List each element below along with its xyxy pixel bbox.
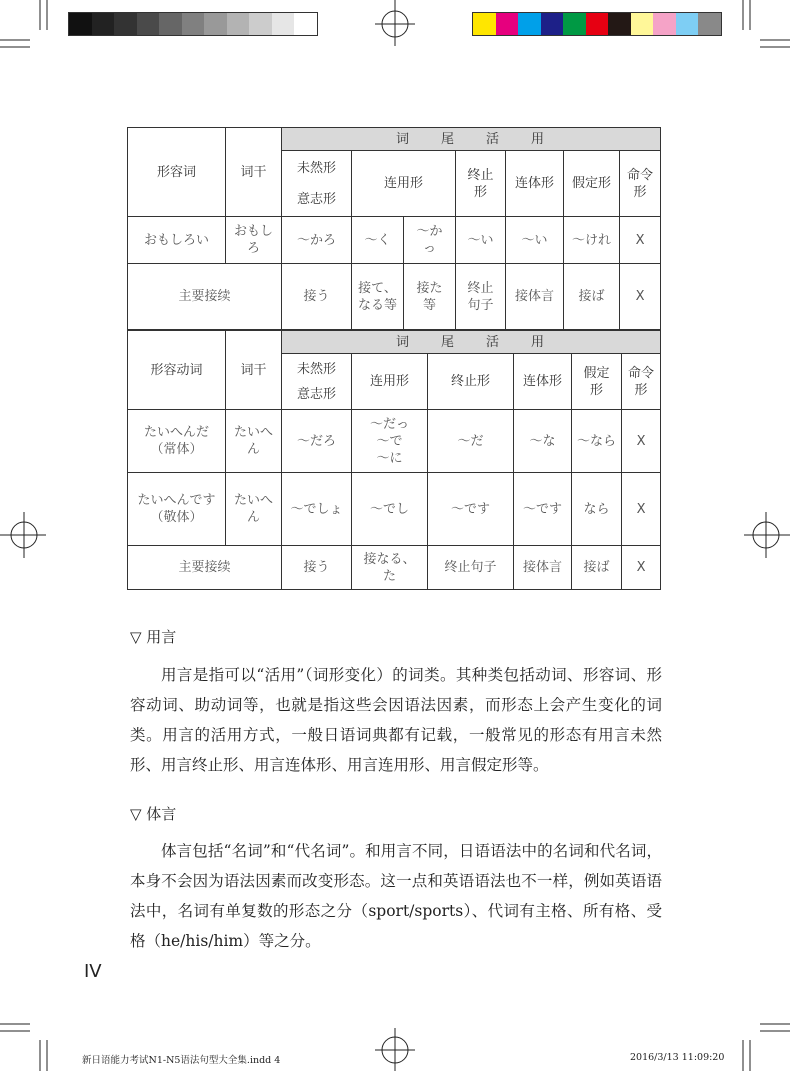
mizen-cell: ～だろ bbox=[282, 410, 352, 473]
color-swatch bbox=[586, 13, 609, 35]
footer-filename: 新日语能力考试N1-N5语法句型大全集.indd 4 bbox=[82, 1055, 281, 1066]
col-katei: 假定 形 bbox=[572, 354, 622, 410]
color-swatch bbox=[653, 13, 676, 35]
gray-swatch bbox=[159, 13, 182, 35]
renyou-cell-2: ～か っ bbox=[404, 217, 456, 264]
color-swatch bbox=[563, 13, 586, 35]
registration-mark-top bbox=[375, 0, 415, 46]
meirei-cell: X bbox=[622, 473, 661, 546]
word-cell: おもしろい bbox=[128, 217, 226, 264]
gray-swatch bbox=[249, 13, 272, 35]
col-stem: 词干 bbox=[226, 128, 282, 217]
word-cell: たいへんです （敬体） bbox=[128, 473, 226, 546]
color-bar bbox=[472, 12, 722, 36]
rentai-cell: ～い bbox=[506, 217, 564, 264]
col-mizen: 未然形 意志形 bbox=[282, 151, 352, 217]
registration-mark-right bbox=[744, 512, 790, 558]
color-swatch bbox=[518, 13, 541, 35]
footer-timestamp: 2016/3/13 11:09:20 bbox=[630, 1052, 725, 1063]
katei-cell: なら bbox=[572, 473, 622, 546]
stem-cell: たいへ ん bbox=[226, 410, 282, 473]
col-shushi: 终止 形 bbox=[456, 151, 506, 217]
renyou-cell: ～だっ ～で ～に bbox=[352, 410, 428, 473]
heading-yougen: ▽ 用言 bbox=[130, 628, 177, 646]
col-rentai: 连体形 bbox=[506, 151, 564, 217]
col-katei: 假定形 bbox=[564, 151, 620, 217]
gray-swatch bbox=[294, 13, 317, 35]
katei-cell: ～なら bbox=[572, 410, 622, 473]
mizen-cell: ～でしょ bbox=[282, 473, 352, 546]
gray-swatch bbox=[137, 13, 160, 35]
gray-swatch bbox=[204, 13, 227, 35]
col-shushi: 终止形 bbox=[428, 354, 514, 410]
katei-cell: 接ば bbox=[572, 546, 622, 590]
shushi-cell: ～い bbox=[456, 217, 506, 264]
shushi-cell: ～だ bbox=[428, 410, 514, 473]
header-group: 词 尾 活 用 bbox=[282, 331, 661, 354]
col-renyou: 连用形 bbox=[352, 354, 428, 410]
col-mizen: 未然形 意志形 bbox=[282, 354, 352, 410]
color-swatch bbox=[631, 13, 654, 35]
col-meirei: 命令 形 bbox=[622, 354, 661, 410]
registration-mark-left bbox=[0, 512, 46, 558]
col-rentai: 连体形 bbox=[514, 354, 572, 410]
stem-cell: たいへ ん bbox=[226, 473, 282, 546]
katei-cell: ～けれ bbox=[564, 217, 620, 264]
connection-label: 主要接续 bbox=[128, 546, 282, 590]
color-swatch bbox=[473, 13, 496, 35]
stem-cell: おもし ろ bbox=[226, 217, 282, 264]
rentai-cell: ～な bbox=[514, 410, 572, 473]
grayscale-bar bbox=[68, 12, 318, 36]
renyou-cell-1: ～く bbox=[352, 217, 404, 264]
connection-label: 主要接续 bbox=[128, 264, 282, 330]
mizen-cell: ～かろ bbox=[282, 217, 352, 264]
gray-swatch bbox=[92, 13, 115, 35]
meirei-cell: X bbox=[620, 217, 661, 264]
col-stem: 词干 bbox=[226, 331, 282, 410]
col-meirei: 命令 形 bbox=[620, 151, 661, 217]
col-pos: 形容词 bbox=[128, 128, 226, 217]
katei-cell: 接ば bbox=[564, 264, 620, 330]
color-swatch bbox=[608, 13, 631, 35]
registration-mark-bottom bbox=[375, 1028, 415, 1071]
header-group: 词 尾 活 用 bbox=[282, 128, 661, 151]
renyou-cell: ～でし bbox=[352, 473, 428, 546]
color-swatch bbox=[676, 13, 699, 35]
adjective-conjugation-table bbox=[127, 127, 661, 330]
meirei-cell: X bbox=[620, 264, 661, 330]
gray-swatch bbox=[114, 13, 137, 35]
color-swatch bbox=[541, 13, 564, 35]
col-renyou: 连用形 bbox=[352, 151, 456, 217]
paragraph-taigen: 体言包括“名词”和“代名词”。和用言不同，日语语法中的名词和代名词，本身不会因为语法因素而改变形态。这一点和英语语法也不一样，例如英语语法中，名词有单复数的形态之分（sport/sports）、代词有主格、所有格、受格（he/his/him）等之分。 bbox=[130, 842, 662, 950]
na-adjective-conjugation-table bbox=[127, 330, 661, 590]
gray-swatch bbox=[182, 13, 205, 35]
rentai-cell: 接体言 bbox=[514, 546, 572, 590]
word-cell: たいへんだ （常体） bbox=[128, 410, 226, 473]
rentai-cell: ～です bbox=[514, 473, 572, 546]
rentai-cell: 接体言 bbox=[506, 264, 564, 330]
col-pos: 形容动词 bbox=[128, 331, 226, 410]
renyou-cell-2: 接た 等 bbox=[404, 264, 456, 330]
gray-swatch bbox=[272, 13, 295, 35]
mizen-cell: 接う bbox=[282, 546, 352, 590]
shushi-cell: ～です bbox=[428, 473, 514, 546]
gray-swatch bbox=[69, 13, 92, 35]
renyou-cell-1: 接て、 なる等 bbox=[352, 264, 404, 330]
renyou-cell: 接なる、 た bbox=[352, 546, 428, 590]
color-swatch bbox=[496, 13, 519, 35]
meirei-cell: X bbox=[622, 546, 661, 590]
shushi-cell: 终止 句子 bbox=[456, 264, 506, 330]
shushi-cell: 终止句子 bbox=[428, 546, 514, 590]
meirei-cell: X bbox=[622, 410, 661, 473]
gray-swatch bbox=[227, 13, 250, 35]
paragraph-yougen: 用言是指可以“活用”（词形变化）的词类。其种类包括动词、形容词、形容动词、助动词等，也就是指这些会因语法因素，而形态上会产生变化的词类。用言的活用方式，一般日语词典都有记载，一般常见的形态有用言未然形、用言终止形、用言连体形、用言连用形、用言假定形等。 bbox=[130, 666, 662, 774]
page-number: IV bbox=[84, 961, 102, 982]
color-swatch bbox=[698, 13, 721, 35]
heading-taigen: ▽ 体言 bbox=[130, 805, 177, 823]
mizen-cell: 接う bbox=[282, 264, 352, 330]
